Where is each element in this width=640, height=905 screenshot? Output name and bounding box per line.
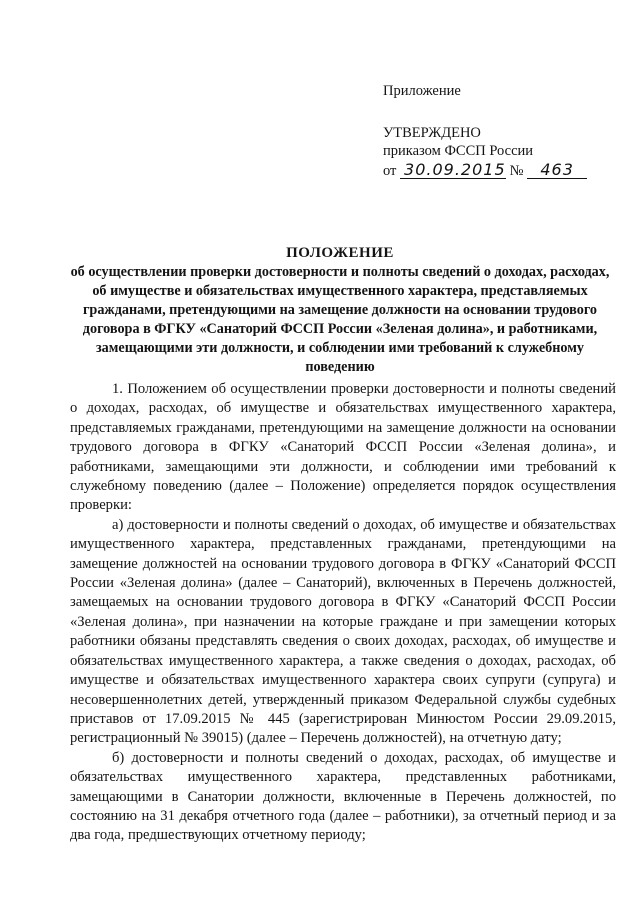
approval-block	[383, 82, 623, 180]
handwritten-date: 30.09.2015	[400, 162, 506, 179]
paragraph-1: 1. Положением об осуществлении проверки достоверности и полноты сведений о доходах, расходах, об имуществе и обязательствах имущественного характера, представляемых гражданами, претендующими на замещение должности на основании трудового договора в ФГКУ «Санаторий ФССП России «Зеленая долина», и работниками, замещающими эти должности, и соблюдении ими требований к служебному поведению (далее – Положение) определяется порядок осуществления проверки:	[70, 381, 616, 514]
date-prefix: от	[383, 163, 397, 179]
approved-by: приказом ФССП России	[383, 143, 534, 159]
document-body	[70, 380, 616, 846]
list-item-b: б) достоверности и полноты сведений о доходах, расходах, об имуществе и обязательствах имущественного характера, представленных работниками, замещающими в Санатории должности, включенные в Перечень должностей, по состоянию на 31 декабря отчетного года (далее – работники), за отчетный период и за два года, предшествующих отчетному периоду;	[70, 749, 616, 844]
list-item-a: а) достоверности и полноты сведений о доходах, об имуществе и обязательствах имущественного характера, представленных гражданами, претендующими на замещение должностей на основании трудового договора в ФГКУ «Санаторий ФССП России «Зеленая долина» (далее – Санаторий), включенных в Перечень должностей, замещаемых на основании трудового договора в ФГКУ «Санаторий ФССП России «Зеленая долина», при назначении на которые граждане и при замещении которых работники обязаны представлять сведения о своих доходах, расходах, об имуществе и обязательствах имущественного характера, а также сведения о доходах, расходах, об имуществе и обязательствах имущественного характера своих супруги (супруга) и несовершеннолетних детей, утвержденный приказом Федеральной службы судебных приставов от 17.09.2015 № 445 (зарегистрирован Минюстом России 29.09.2015, регистрационный № 39015) (далее – Перечень должностей), на отчетную дату;	[70, 516, 616, 747]
order-date-line	[383, 162, 623, 180]
document-title: ПОЛОЖЕНИЕ	[286, 245, 394, 261]
number-prefix: №	[509, 163, 524, 179]
document-subtitle: об осуществлении проверки достоверности и полноты сведений о доходах, расходах, об имуществе и обязательствах имущественного характера, представляемых гражданами, претендующими на замещение должности на основании трудового договора в ФГКУ «Санаторий ФССП России «Зеленая долина», и работниками, замещающими эти должности, и соблюдении ими требований к служебному поведению	[70, 264, 610, 375]
handwritten-number: 463	[527, 162, 587, 179]
appendix-label: Приложение	[383, 83, 461, 99]
approved-label: УТВЕРЖДЕНО	[383, 125, 481, 141]
title-block	[60, 244, 620, 377]
